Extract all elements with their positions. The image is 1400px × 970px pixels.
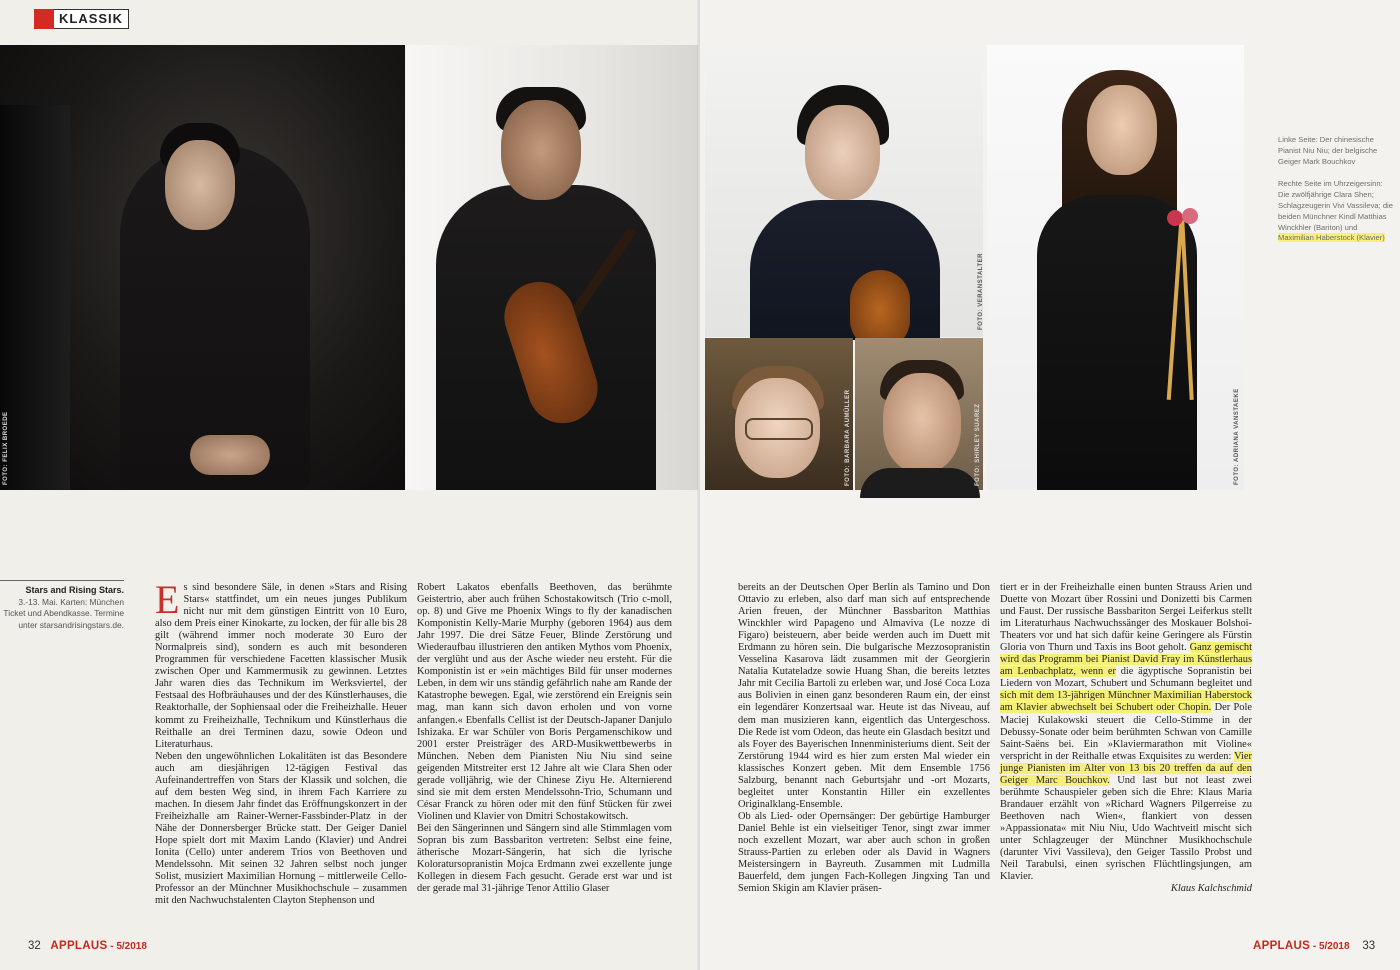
article-column-2 (417, 582, 672, 895)
paragraph (1000, 582, 1252, 883)
text-run: Der Pole Maciej Kulakowski steuert die Cello-Stimme in der Debussy-Sonate oder beim berühmten Schwan von Camille Saint-Saëns bei. Ein »Klaviermarathon mit Violine« verspricht in der Reithalle etwas Exquisites zu werden: (1000, 702, 1252, 762)
event-info-text: 3.-13. Mai. Karten: München Ticket und Abendkasse. Termine unter starsandrisingstars.de. (3, 596, 124, 630)
face-shape (805, 105, 880, 200)
face-shape (501, 100, 581, 200)
face-shape (1087, 85, 1157, 175)
issue-number: - 5/2018 (1310, 941, 1350, 952)
piano-shape (0, 105, 70, 490)
divider (0, 580, 124, 581)
article-column-1 (155, 577, 407, 907)
paragraph: Robert Lakatos ebenfalls Beethoven, das berühmte Geistertrio, aber auch frühen Schostakowitsch (Trio c-moll, op. 8) und Give me Phoenix Wings to fly der kanadischen Komponistin Kelly-Marie Murphy (geboren 1964) aus dem Jahr 1997. Die drei Sätze Feuer, Blinde Zerstörung und Wiederaufbau illustrieren den antiken Mythos vom Phoenix, der verglüht und aus der Asche wieder neu ersteht. Für die Komponistin ist er »ein mächtiges Bild für unser modernes Leben, in dem wir uns ständig gefährlich nahe am Rande der Katastrophe bewegen. Egal, wie zerstörend ein Ereignis sein mag, man kann sich davon erholen und von vorne anfangen.« Ebenfalls Cellist ist der Deutsch-Japaner Danjulo Ishizaka. Er war Schüler von Boris Pergamenschikow und 2001 erster Preisträger des ARD-Musikwettbewerbs in München. Neben dem Pianisten Niu Niu sind seine geigenden Mitstreiter erst 12 Jahre alt wie Clara Shen oder gerade volljährig, wie der Chinese Ziyu He. Alternierend sind sie mit dem ersten Mendelssohn-Trio, Schumann und César Franck zu hören oder mit den fünf Stücken für zwei Violinen und Klavier von Dmitri Schostakowitsch. (417, 582, 672, 822)
text-run: tiert er in der Freiheizhalle einen bunten Strauss Arien und Duette von Mozart über Rossini und Donizetti bis Carmen und Faust. Der russische Bassbariton Sergei Leiferkus stellt im Literaturhaus Nachwuchssänger des Moskauer Bolshoi-Theaters vor und hat sich dafür keine Geringere als Fürstin Gloria von Thurn und Taxis ins Boot geholt. (1000, 582, 1252, 654)
person-figure (750, 200, 940, 340)
hands-shape (190, 435, 270, 475)
face-shape (883, 373, 961, 473)
highlighted-text: sich mit dem 13-jährigen Münchner Maximilian Haberstock am Klavier abwechselt bei Schubert oder Chopin. (1000, 690, 1252, 714)
photo-captions (1278, 135, 1393, 256)
paragraph: s sind besondere Säle, in denen »Stars and Rising Stars« stattfindet, um ein neues junges Publikum nicht nur mit dem günstigen Eintritt von 10 Euro, also dem Preis einer Kinokarte, zu locken, der für alle bis 28 gilt (während immer noch moderate 30 Euro der Normalpreis sind), sondern es auch mit besonderen Programmen für verschiedene Facetten klassischer Musik zwischen Oper und Kammermusik zu gewinnen. Letztes Jahr waren dies das Technikum im Werksviertel, der Festsaal des Hofbräuhauses und der des Künstlerhauses, die Reaktorhalle, der Sophiensaal oder die Freiheizhalle. Heuer kommt zu Freiheizhalle, Technikum und Künstlerhaus die Reithalle an drei Terminen dazu, sowie Odeon und Literaturhaus. (155, 582, 407, 750)
paragraph: Ob als Lied- oder Opernsänger: Der gebürtige Hamburger Daniel Behle ist ein vielseitiger Tenor, singt zwar immer noch exzellent Mozart, war aber auch schon in großen Strauss-Partien zu erleben oder als David in Wagners Meistersingern in Bayreuth. Zusammen mit Ludmilla Bauerfeld, dem jungen Fach-Kollegen Jingxing Tan und Semion Skigin am Klavier präsen- (738, 810, 990, 895)
article-column-4 (1000, 582, 1252, 895)
article-column-3 (738, 582, 990, 895)
photo-credit: FOTO: FELIX BROEDE (3, 411, 9, 485)
page-number: 33 (1362, 940, 1376, 952)
issue-number: - 5/2018 (107, 941, 147, 952)
photo-credit: FOTO: BARBARA AUMÜLLER (845, 389, 851, 486)
left-footer (28, 940, 147, 952)
shirt-shape (860, 468, 980, 498)
text-run: Und last but not least zwei berühmte Schauspieler geben sich die Ehre: Klaus Maria Brandauer erzählt von »Richard Wagners Pilgerreise zu Beethoven nach Wien«, flankiert von dessen »Appassionata« mit Niu Niu, Udo Wachtveitl mischt sich unter Schlagzeuger der Münchner Musikhochschule (darunter Vivi Vassileva), den Geiger Tassilo Probst und Neil Tarabulsi, einen syrischen Flüchtlingsjungen, am Klavier. (1000, 774, 1253, 883)
caption-highlight: Maximilian Haberstock (Klavier) (1278, 233, 1385, 243)
photo-matthias-winckhler (855, 338, 983, 490)
photo-credit: FOTO: NIKOLAJ LUND (664, 411, 670, 485)
magazine-brand: APPLAUS (1253, 940, 1311, 952)
highlighted-text: Vier junge Pianisten im Alter von 13 bis 20 treffen da auf den Geiger Marc Bouchkov. (1000, 750, 1252, 786)
photo-pianist-niu-niu (0, 45, 405, 490)
highlighted-text: Ganz gemischt wird das Programm bei Pianist David Fray im Künstlerhaus am Lenbachplatz, wenn er (1000, 642, 1252, 678)
caption-right-page (1278, 179, 1393, 244)
page-number: 32 (28, 940, 41, 952)
photo-vivi-vassileva (987, 45, 1244, 490)
paragraph: Bei den Sängerinnen und Sängern sind alle Stimmlagen vom Sopran bis zum Bassbariton vertreten: Selbst eine feine, ätherische Mozart-Sängerin, hat sich die lyrische Koloratursopranistin Mojca Erdmann zwei exzellente junge Kollegen in diesem Fach gesucht. Gerade erst war und ist der gerade mal 31-jährige Tenor Attilio Glaser (417, 822, 672, 895)
face-shape (165, 140, 235, 230)
photo-credit: FOTO: ADRIANA VANSTAEKE (1234, 388, 1240, 485)
right-footer (1253, 940, 1375, 952)
paragraph: Neben den ungewöhnlichen Lokalitäten ist das Besondere auch am diesjährigen 12-tägigen Festival das Aufeinandertreffen von Stars der Klassik und solchen, die auf dem besten Weg sind, in ihrem Fach Karriere zu machen. In diesem Jahr findet das Eröffnungskonzert in der Freiheizhalle am Rainer-Werner-Fassbinder-Platz in der Nähe der Donnersberger Brücke statt. Der Geiger Daniel Hope spielt dort mit Maxim Lando (Klavier) und Andrei Ionita (Cello) unter anderem Trios von Beethoven und Mendelssohn. Mit seinen 32 Jahren selbst noch junger Solist, musiziert Maximilian Hornung – mittlerweile Cello-Professor an der Münchner Musikhochschule – zusammen mit den Nachwuchstalenten Clayton Stephenson und (155, 750, 407, 907)
photo-violinist-bouchkov (406, 45, 698, 490)
paragraph: bereits an der Deutschen Oper Berlin als Tamino und Don Ottavio zu erleben, also darf man sich auf entsprechende Arien freuen, der Münchner Bassbariton Matthias Winckhler wird Papageno und Almaviva (Le nozze di Figaro) beisteuern, aber beide werden auch im Duett mit Erdmann zu hören sein. Die bulgarische Mezzosopranistin Vesselina Kasarova lädt zusammen mit der Georgierin Natalia Kutateladze sowie Huang Shan, die bereits letztes Jahr mit Cecilia Bartoli zu erleben war, und José Coca Loza aus Bolivien in einen ganz besonderen Raum ein, der einst ein legendärer Konzertsaal war. Heute ist das Niveau, auf dem man musizieren kann, eigentlich das Untergeschoss. Die Rede ist vom Odeon, das heute ein Glasdach besitzt und als Foyer des Bayerischen Innenministeriums dient. Seit der Zerstörung 1944 wird es hier zum ersten Mal wieder ein klassisches Konzert geben. Mit dem Ensemble 1756 Salzburg, benannt nach Geburtsjahr und -ort Mozarts, begleitet unter Konstantin Hiller ein exzellentes Originalklang-Ensemble. (738, 582, 990, 810)
mallet-head (1167, 210, 1183, 226)
section-tag (34, 9, 129, 29)
photo-credit: FOTO: SHIRLEY SUAREZ (975, 403, 981, 486)
photo-credit: FOTO: VERANSTALTER (978, 253, 984, 330)
drop-cap: E (155, 577, 180, 622)
photo-maximilian-haberstock (705, 338, 853, 490)
photo-clara-shen (705, 45, 983, 337)
mallet-head (1182, 208, 1198, 224)
right-page (700, 0, 1400, 970)
caption-text: Rechte Seite im Uhrzeigersinn: Die zwölfjährige Clara Shen; Schlagzeugerin Vivi Vassileva; die beiden Münchner Kindl Matthias Winckhler (Bariton) und (1278, 179, 1393, 232)
event-info-box (0, 580, 124, 631)
caption-left-page: Linke Seite: Der chinesische Pianist Niu Niu; der belgische Geiger Mark Bouchkov (1278, 135, 1378, 166)
section-tag-marker (34, 9, 54, 29)
text-run: die ägyptische Sopranistin bei Liedern von Mozart, Schubert und Schumann begleitet und (1000, 666, 1252, 690)
author-signature: Klaus Kalchschmid (1170, 883, 1252, 895)
event-info-title: Stars and Rising Stars. (25, 585, 124, 595)
magazine-brand: APPLAUS (50, 940, 108, 952)
section-label: KLASSIK (54, 9, 129, 29)
glasses-shape (745, 418, 813, 440)
